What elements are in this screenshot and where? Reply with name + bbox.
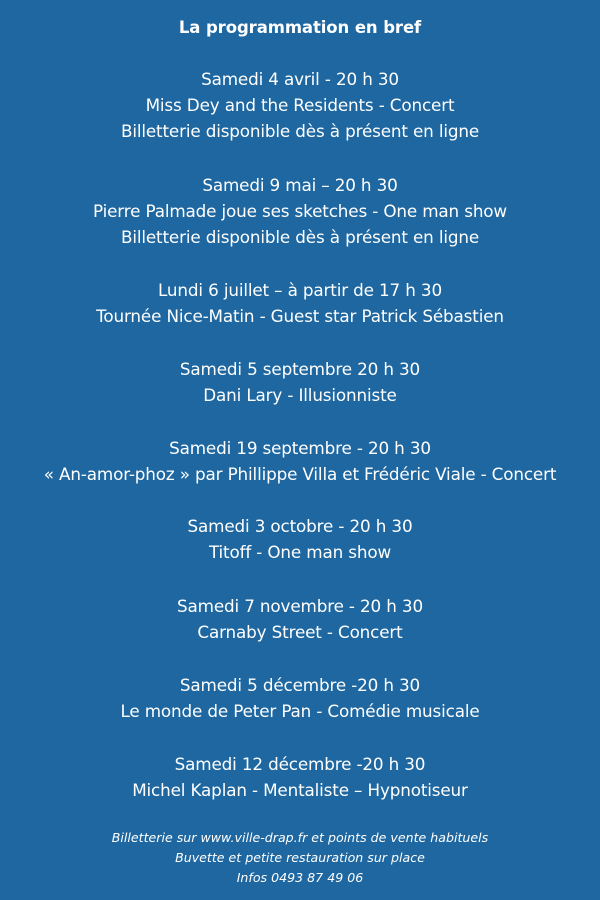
event-date: Samedi 5 décembre -20 h 30 — [179, 675, 421, 695]
event-name: « An-amor-phoz » par Phillippe Villa et Frédéric Viale - Concert — [43, 464, 557, 484]
event-name: Carnaby Street - Concert — [197, 622, 403, 642]
event-date: Samedi 9 mai – 20 h 30 — [202, 175, 398, 195]
event-item — [0, 672, 600, 724]
event-date: Samedi 5 septembre 20 h 30 — [179, 359, 421, 379]
event-date: Samedi 7 novembre - 20 h 30 — [177, 596, 423, 616]
event-item — [0, 356, 600, 408]
event-name: Dani Lary - Illusionniste — [203, 385, 397, 405]
event-note: Billetterie disponible dès à présent en ligne — [120, 227, 480, 247]
event-date: Samedi 19 septembre - 20 h 30 — [169, 438, 431, 458]
event-name: Tournée Nice-Matin - Guest star Patrick Sébastien — [96, 306, 504, 326]
event-date: Samedi 12 décembre -20 h 30 — [174, 754, 426, 774]
page-title: La programmation en bref — [178, 18, 422, 37]
event-name: Michel Kaplan - Mentaliste – Hypnotiseur — [132, 780, 468, 800]
event-date: Samedi 4 avril - 20 h 30 — [201, 69, 399, 89]
event-item — [0, 593, 600, 645]
event-item — [0, 277, 600, 329]
event-item — [0, 172, 600, 250]
event-date: Lundi 6 juillet – à partir de 17 h 30 — [158, 280, 442, 300]
event-item — [0, 66, 600, 144]
footer-ticketing: Billetterie sur www.ville-drap.fr et points de vente habituels — [111, 830, 489, 845]
event-name: Titoff - One man show — [208, 542, 392, 562]
footer-phone: Infos 0493 87 49 06 — [236, 870, 364, 885]
event-name: Le monde de Peter Pan - Comédie musicale — [120, 701, 480, 721]
footer-refreshments: Buvette et petite restauration sur place — [175, 850, 425, 865]
footer-info — [0, 828, 600, 888]
event-item — [0, 513, 600, 565]
event-item — [0, 751, 600, 803]
event-item — [0, 435, 600, 487]
event-name: Pierre Palmade joue ses sketches - One man show — [93, 201, 507, 221]
event-name: Miss Dey and the Residents - Concert — [145, 95, 455, 115]
event-date: Samedi 3 octobre - 20 h 30 — [187, 516, 413, 536]
event-note: Billetterie disponible dès à présent en ligne — [120, 121, 480, 141]
